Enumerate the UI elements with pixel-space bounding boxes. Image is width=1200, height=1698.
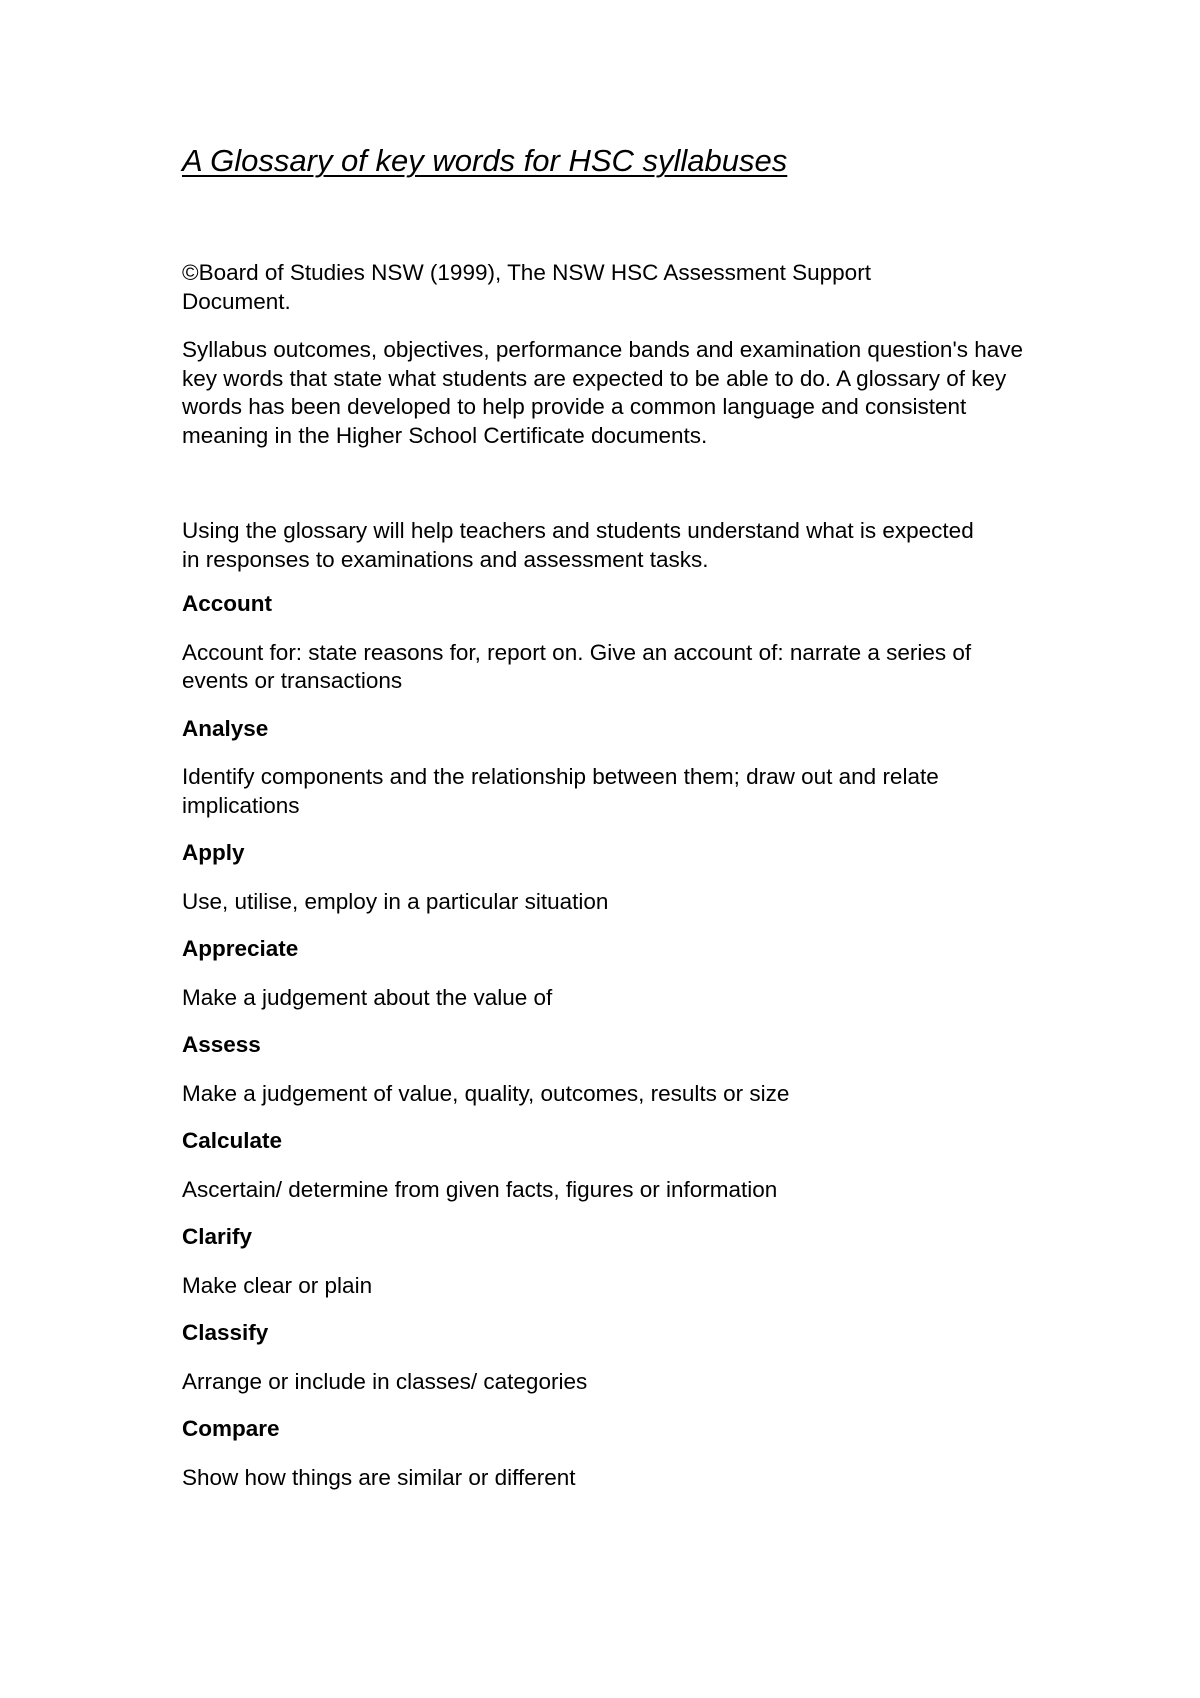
glossary-definition: Ascertain/ determine from given facts, figures or information [182, 1176, 778, 1202]
glossary-definition: Use, utilise, employ in a particular situation [182, 888, 609, 914]
glossary-entry-analyse [182, 715, 1042, 821]
glossary-entry-calculate [182, 1127, 1042, 1204]
document-title: A Glossary of key words for HSC syllabuses [182, 143, 788, 178]
glossary-term: Appreciate [182, 936, 299, 961]
glossary-term: Compare [182, 1416, 280, 1441]
glossary-term: Clarify [182, 1224, 253, 1249]
glossary-entry-compare [182, 1415, 1042, 1492]
usage-paragraph: Using the glossary will help teachers and students understand what is expected in responses to examinations and assessment tasks. [182, 518, 974, 572]
glossary-list [182, 590, 1042, 1511]
glossary-definition: Make clear or plain [182, 1272, 373, 1298]
glossary-entry-clarify [182, 1223, 1042, 1300]
glossary-term: Calculate [182, 1128, 283, 1153]
glossary-entry-assess [182, 1031, 1042, 1108]
glossary-term: Assess [182, 1032, 261, 1057]
glossary-term: Apply [182, 840, 245, 865]
glossary-entry-apply [182, 839, 1042, 916]
intro-paragraph: Syllabus outcomes, objectives, performance bands and examination question's have key words that state what students are expected to be able to do. A glossary of key words has been developed to help provide a common language and consistent meaning in the Higher School Certificate documents. [182, 337, 1024, 448]
glossary-definition: Arrange or include in classes/ categories [182, 1368, 588, 1394]
glossary-term: Analyse [182, 715, 269, 741]
glossary-entry-classify [182, 1319, 1042, 1396]
glossary-entry-appreciate [182, 935, 1042, 1012]
glossary-term: Account [182, 591, 272, 616]
glossary-definition: Make a judgement about the value of [182, 984, 553, 1010]
glossary-definition: Show how things are similar or different [182, 1464, 576, 1490]
glossary-definition: Identify components and the relationship between them; draw out and relate implications [182, 764, 939, 818]
glossary-definition: Account for: state reasons for, report on. Give an account of: narrate a series of events or transactions [182, 639, 972, 693]
copyright-notice: ©Board of Studies NSW (1999), The NSW HSC Assessment Support Document. [182, 260, 871, 314]
glossary-term: Classify [182, 1320, 269, 1345]
glossary-entry-account [182, 590, 1042, 696]
glossary-definition: Make a judgement of value, quality, outcomes, results or size [182, 1080, 790, 1106]
